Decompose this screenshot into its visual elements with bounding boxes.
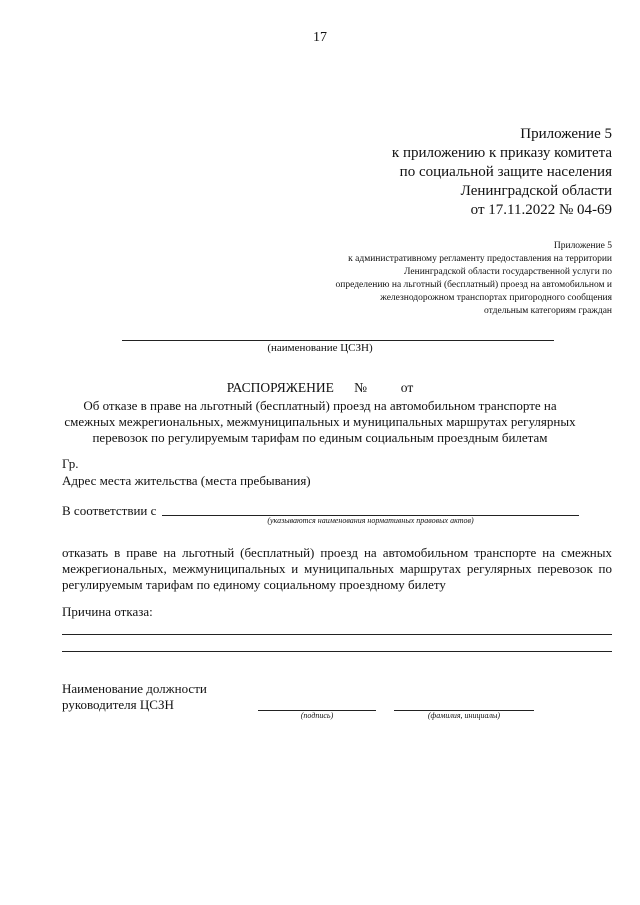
appendix-header — [392, 125, 612, 220]
authority-name-line — [122, 340, 554, 341]
page-number: 17 — [313, 30, 327, 45]
basis-caption: (указываются наименования нормативных правовых актов) — [267, 516, 474, 525]
appendix-header-line: по социальной защите населения — [399, 164, 612, 180]
citizen-label: Гр. — [62, 456, 79, 471]
signatory-position-line: руководителя ЦСЗН — [62, 697, 174, 712]
order-title: РАСПОРЯЖЕНИЕ № от — [226, 380, 414, 395]
reason-label: Причина отказа: — [62, 604, 153, 619]
regulation-note-line: к административному регламенту предоставления на территории — [348, 254, 612, 264]
appendix-header-line: к приложению к приказу комитета — [391, 145, 612, 161]
signatory-position — [62, 681, 207, 713]
reason-line — [62, 651, 612, 652]
order-subtitle: Об отказе в праве на льготный (бесплатный) проезд на автомобильном транспорте на смежных межрегиональных, межмуниципальных и муниципальных маршрутах регулярных перевозок по регулируемым тарифам по единым социальным проездным билетам — [64, 398, 576, 445]
regulation-note-line: железнодорожном транспортах пригородного сообщения — [380, 293, 612, 303]
appendix-header-line: Ленинградской области — [460, 183, 612, 199]
signatory-position-line: Наименование должности — [62, 681, 207, 696]
regulation-note-line: отдельным категориям граждан — [484, 306, 612, 316]
authority-caption: (наименование ЦСЗН) — [267, 342, 373, 354]
reason-line — [62, 634, 612, 635]
decision-text: отказать в праве на льготный (бесплатный) проезд на автомобильном транспорте на смежных межрегиональных, межмуниципальных и муниципальных маршрутах регулярных перевозок по регулируемым тарифам по единому социальному проездному билету — [62, 545, 612, 592]
basis-label: В соответствии с — [62, 503, 157, 518]
address-label: Адрес места жительства (места пребывания) — [62, 473, 311, 488]
regulation-note-line: определению на льготный (бесплатный) проезд на автомобильном и — [335, 280, 612, 290]
regulation-appendix-note — [336, 240, 612, 318]
appendix-header-line: от 17.11.2022 № 04-69 — [470, 202, 612, 218]
full-name-caption: (фамилия, инициалы) — [427, 711, 501, 720]
appendix-header-line: Приложение 5 — [520, 126, 612, 142]
regulation-note-line: Ленинградской области государственной услуги по — [404, 267, 612, 277]
regulation-note-line: Приложение 5 — [553, 241, 612, 251]
signature-caption: (подпись) — [300, 711, 334, 720]
